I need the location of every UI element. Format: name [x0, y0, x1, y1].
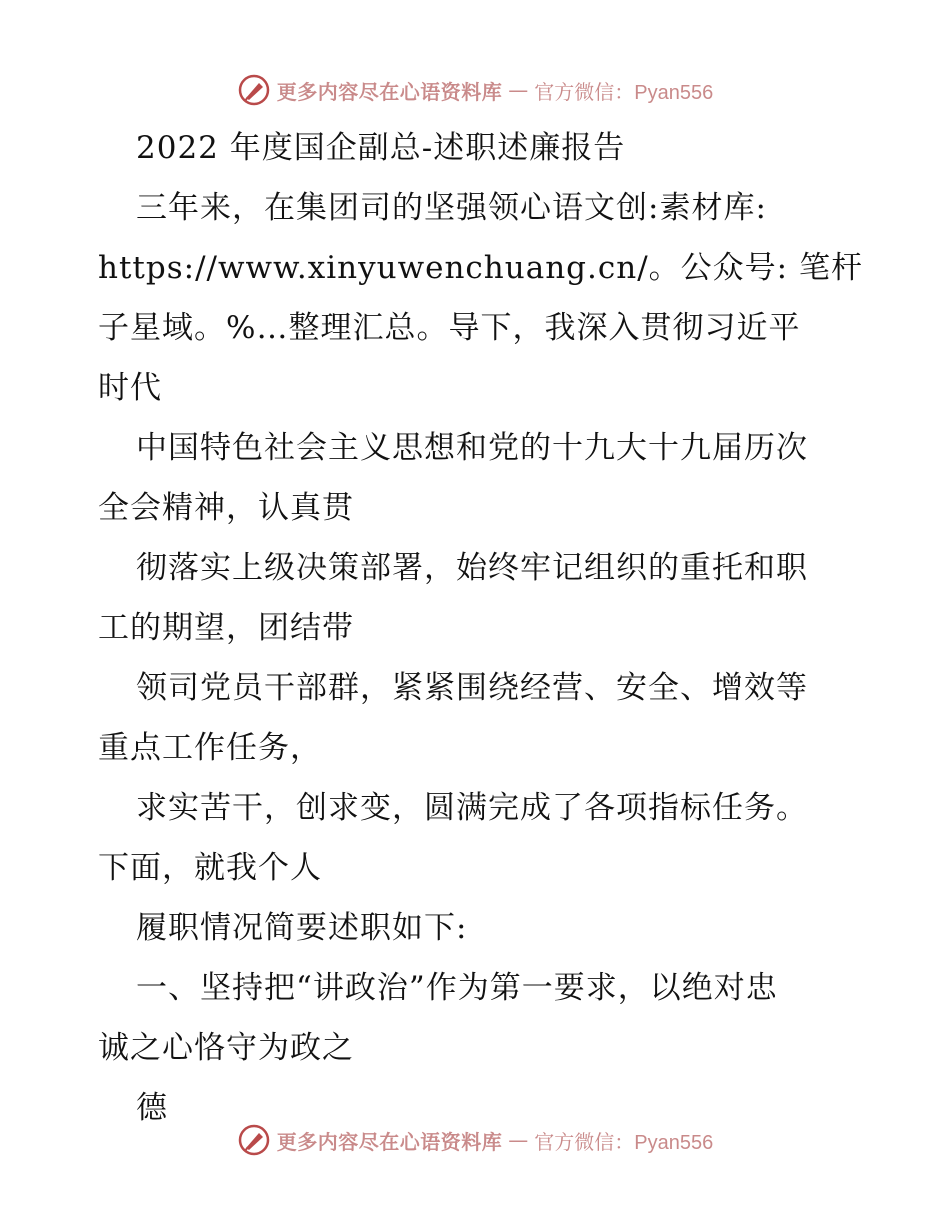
paragraph-line: 工的期望，团结带: [98, 610, 354, 646]
paragraph-line: 履职情况简要述职如下:: [136, 910, 468, 946]
paragraph-line: 诚之心恪守为政之: [98, 1030, 354, 1066]
footer-banner: [0, 1120, 950, 1160]
paragraph-line: 下面，就我个人: [98, 850, 322, 886]
header-banner: [0, 70, 950, 110]
paragraph-line: 重点工作任务，: [98, 730, 322, 766]
banner-title: 更多内容尽在心语资料库: [276, 1129, 503, 1154]
banner-contact: 官方微信：Pyan556: [534, 81, 714, 104]
banner-separator: —: [508, 1128, 529, 1152]
paragraph-line: 全会精神，认真贯: [98, 490, 354, 526]
paragraph-line: 中国特色社会主义思想和党的十九大十九届历次: [136, 430, 808, 466]
paragraph-line: 子星域。%…整理汇总。导下，我深入贯彻习近平: [98, 310, 801, 346]
paragraph-line: https://www.xinyuwenchuang.cn/。公众号: 笔杆: [98, 250, 863, 286]
banner-title: 更多内容尽在心语资料库: [276, 79, 503, 104]
paragraph-line: 领司党员干部群，紧紧围绕经营、安全、增效等: [136, 670, 808, 706]
banner-contact: 官方微信：Pyan556: [534, 1131, 714, 1154]
paragraph-line: 时代: [98, 370, 162, 406]
pen-nib-circle-icon: [237, 1123, 271, 1157]
section-heading: 一、坚持把“讲政治”作为第一要求，以绝对忠: [136, 970, 778, 1006]
pen-nib-circle-icon: [237, 73, 271, 107]
paragraph-line: 彻落实上级决策部署，始终牢记组织的重托和职: [136, 550, 808, 586]
document-title: 2022 年度国企副总-述职述廉报告: [136, 130, 626, 166]
banner-separator: —: [508, 78, 529, 102]
paragraph-line: 德: [136, 1090, 168, 1126]
paragraph-line: 求实苦干，创求变，圆满完成了各项指标任务。: [136, 790, 808, 826]
document-body: [98, 118, 868, 1138]
paragraph-line: 三年来，在集团司的坚强领心语文创:素材库:: [136, 190, 767, 226]
